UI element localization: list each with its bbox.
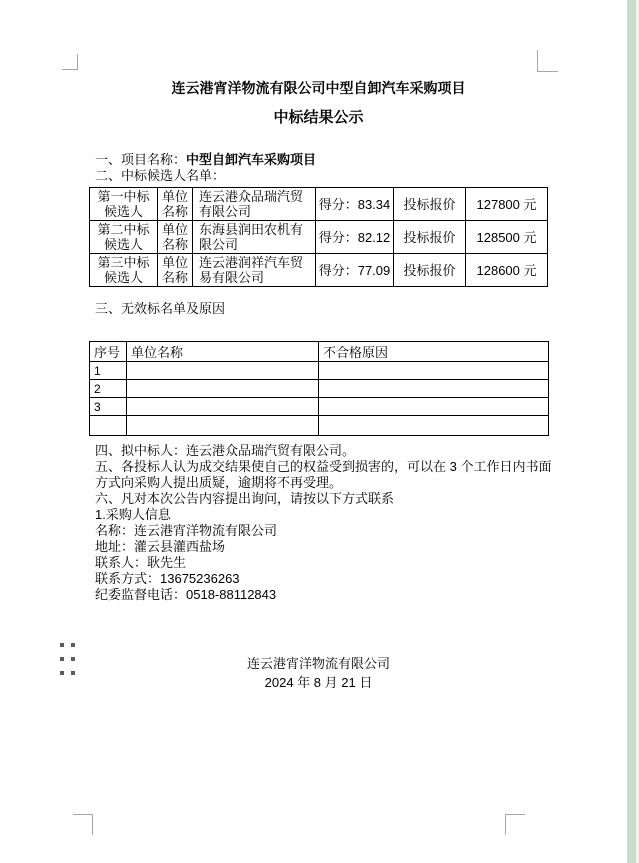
project-name-label: 一、项目名称： bbox=[95, 152, 187, 167]
invalid-bids-table bbox=[89, 341, 549, 436]
empty-cell bbox=[127, 398, 319, 416]
unit-label-cell: 单位名称 bbox=[158, 188, 193, 221]
table-row bbox=[90, 221, 548, 254]
document-subtitle: 中标结果公示 bbox=[273, 109, 364, 126]
header-unit-name: 单位名称 bbox=[127, 342, 319, 362]
company-cell: 连云港众品瑞汽贸有限公司 bbox=[193, 188, 316, 221]
body-line: 名称：连云港宵洋物流有限公司 bbox=[95, 523, 278, 538]
body-line: 纪委监督电话：0518-88112843 bbox=[95, 587, 277, 602]
signature-block bbox=[89, 654, 548, 692]
score-cell: 得分：77.09 bbox=[316, 254, 394, 287]
unit-label-cell: 单位名称 bbox=[158, 221, 193, 254]
candidates-table bbox=[89, 187, 548, 287]
bid-label-cell: 投标报价 bbox=[394, 254, 466, 287]
signature-company: 连云港宵洋物流有限公司 bbox=[246, 656, 390, 671]
price-cell: 128500 元 bbox=[466, 221, 548, 254]
seq-cell: 1 bbox=[90, 362, 127, 380]
table-row bbox=[90, 254, 548, 287]
seq-cell: 3 bbox=[90, 398, 127, 416]
empty-cell bbox=[127, 380, 319, 398]
seq-cell bbox=[90, 416, 127, 436]
seq-cell: 2 bbox=[90, 380, 127, 398]
empty-cell bbox=[319, 416, 549, 436]
body-line: 联系方式：13675236263 bbox=[95, 571, 240, 586]
body-line: 1.采购人信息 bbox=[95, 507, 171, 522]
document-title: 连云港宵洋物流有限公司中型自卸汽车采购项目 bbox=[171, 80, 466, 96]
bid-label-cell: 投标报价 bbox=[394, 221, 466, 254]
price-cell: 127800 元 bbox=[466, 188, 548, 221]
table-row bbox=[90, 416, 549, 436]
score-cell: 得分：82.12 bbox=[316, 221, 394, 254]
empty-cell bbox=[319, 362, 549, 380]
rank-cell: 第一中标候选人 bbox=[90, 188, 158, 221]
company-cell: 东海县润田农机有限公司 bbox=[193, 221, 316, 254]
project-name-line bbox=[89, 152, 548, 168]
drag-handle-icon[interactable] bbox=[60, 643, 75, 675]
table-row bbox=[90, 380, 549, 398]
margin-mark-bottom-left bbox=[73, 814, 93, 835]
rank-cell: 第三中标候选人 bbox=[90, 254, 158, 287]
table-row bbox=[90, 188, 548, 221]
header-seq: 序号 bbox=[90, 342, 127, 362]
invalid-bids-heading-text: 三、无效标名单及原因 bbox=[95, 301, 226, 316]
bid-label-cell: 投标报价 bbox=[394, 188, 466, 221]
body-line: 四、拟中标人：连云港众品瑞汽贸有限公司。 bbox=[95, 443, 356, 458]
margin-mark-top-left bbox=[62, 54, 78, 70]
empty-cell bbox=[127, 362, 319, 380]
body-line: 地址：灌云县灌西盐场 bbox=[95, 539, 226, 554]
table-header-row bbox=[90, 342, 549, 362]
body-line: 六、凡对本次公告内容提出询问，请按以下方式联系 bbox=[95, 491, 395, 506]
header-reason: 不合格原因 bbox=[319, 342, 549, 362]
body-line: 联系人：耿先生 bbox=[95, 555, 187, 570]
body-paragraphs bbox=[89, 443, 552, 603]
table-row bbox=[90, 398, 549, 416]
scrollbar-track[interactable] bbox=[627, 0, 636, 863]
price-cell: 128600 元 bbox=[466, 254, 548, 287]
empty-cell bbox=[319, 380, 549, 398]
empty-cell bbox=[127, 416, 319, 436]
margin-mark-top-right bbox=[537, 50, 558, 72]
project-name-value: 中型自卸汽车采购项目 bbox=[186, 152, 317, 167]
body-line: 五、各投标人认为成交结果使自己的权益受到损害的，可以在 3 个工作日内书面 bbox=[95, 459, 552, 474]
score-cell: 得分：83.34 bbox=[316, 188, 394, 221]
company-cell: 连云港润祥汽车贸易有限公司 bbox=[193, 254, 316, 287]
candidates-heading: 二、中标候选人名单： bbox=[95, 168, 226, 183]
table-row bbox=[90, 362, 549, 380]
signature-date: 2024 年 8 月 21 日 bbox=[264, 675, 373, 690]
unit-label-cell: 单位名称 bbox=[158, 254, 193, 287]
invalid-bids-heading bbox=[89, 301, 548, 317]
section-1-2 bbox=[89, 152, 548, 184]
margin-mark-bottom-right bbox=[505, 814, 525, 835]
empty-cell bbox=[319, 398, 549, 416]
rank-cell: 第二中标候选人 bbox=[90, 221, 158, 254]
body-line: 方式向采购人提出质疑，逾期将不再受理。 bbox=[95, 475, 343, 490]
